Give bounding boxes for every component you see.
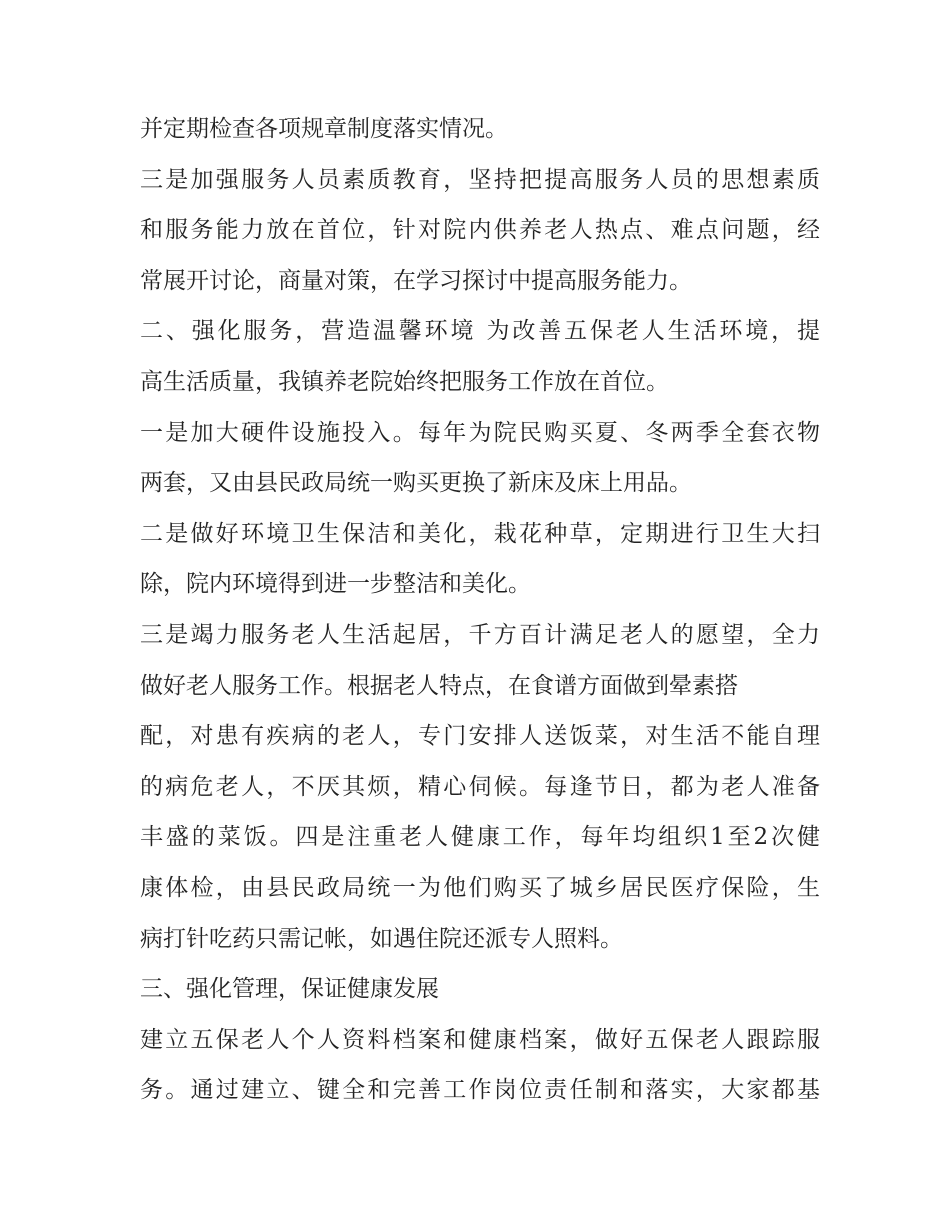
text-line: 二、强化服务，营造温馨环境 为改善五保老人生活环境，提 (140, 318, 820, 345)
text-line: 配，对患有疾病的老人，专门安排人送饭菜，对生活不能自理 (140, 723, 820, 750)
text-line: 两套，又由县民政局统一购买更换了新床及床上用品。 (140, 470, 692, 497)
text-line: 常展开讨论，商量对策，在学习探讨中提高服务能力。 (140, 267, 692, 294)
text-line: 康体检，由县民政局统一为他们购买了城乡居民医疗保险，生 (140, 874, 820, 901)
text-line: 三是加强服务人员素质教育，坚持把提高服务人员的思想素质 (140, 166, 820, 193)
text-line: 高生活质量，我镇养老院始终把服务工作放在首位。 (140, 368, 669, 395)
text-line: 并定期检查各项规章制度落实情况。 (140, 116, 508, 142)
text-line: 的病危老人，不厌其烦，精心伺候。每逢节日，都为老人准备 (140, 773, 820, 800)
text-line: 病打针吃药只需记帐，如遇住院还派专人照料。 (140, 925, 623, 952)
text-line: 丰盛的菜饭。四是注重老人健康工作，每年均组织1至2次健 (140, 824, 820, 851)
text-line: 除，院内环境得到进一步整洁和美化。 (140, 571, 531, 598)
text-line: 三是竭力服务老人生活起居，千方百计满足老人的愿望，全力 (140, 621, 820, 648)
text-line: 三、强化管理，保证健康发展 (140, 976, 439, 1003)
document-body (140, 104, 820, 1116)
text-line: 一是加大硬件设施投入。每年为院民购买夏、冬两季全套衣物 (140, 419, 820, 446)
text-line: 做好老人服务工作。根据老人特点，在食谱方面做到晕素搭 (140, 672, 738, 699)
text-line: 二是做好环境卫生保洁和美化，栽花种草，定期进行卫生大扫 (140, 520, 820, 547)
text-line: 务。通过建立、键全和完善工作岗位责任制和落实，大家都基 (140, 1077, 820, 1104)
text-line: 建立五保老人个人资料档案和健康档案，做好五保老人跟踪服 (140, 1026, 820, 1053)
text-line: 和服务能力放在首位，针对院内供养老人热点、难点问题，经 (140, 217, 820, 244)
